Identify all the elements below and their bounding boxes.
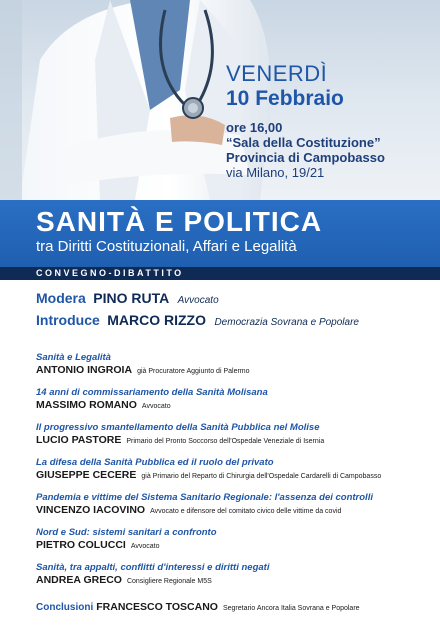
program-list (36, 352, 436, 615)
event-type-label: CONVEGNO-DIBATTITO (36, 268, 184, 278)
event-venue: “Sala della Costituzione” (226, 135, 381, 150)
role-person: PINO RUTA (93, 290, 170, 306)
speaker-name: LUCIO PASTORE (36, 434, 122, 446)
role-label: Introduce (36, 312, 100, 328)
talk-topic: Pandemia e vittime del Sistema Sanitario Regionale: l'assenza dei controlli (36, 492, 373, 503)
program-item (36, 457, 436, 483)
event-weekday: VENERDÌ (226, 61, 328, 86)
talk-topic: Nord e Sud: sistemi sanitari a confronto (36, 527, 217, 538)
speaker-name: GIUSEPPE CECERE (36, 469, 137, 481)
event-organization: Provincia di Campobasso (226, 150, 385, 165)
speaker-note: Avvocato (130, 543, 160, 550)
program-item (36, 492, 436, 518)
role-note: Avvocato (177, 295, 219, 306)
talk-topic: Il progressivo smantellamento della Sanità Pubblica nel Molise (36, 422, 320, 433)
speaker-note: Consigliere Regionale M5S (126, 578, 212, 585)
role-moderator (36, 290, 436, 312)
speaker-note: Avvocato (141, 403, 171, 410)
role-note: Democrazia Sovrana e Popolare (214, 317, 359, 328)
speaker-name: ANDREA GRECO (36, 574, 122, 586)
role-person: MARCO RIZZO (107, 312, 206, 328)
closing-note: Segretario Ancora Italia Sovrana e Popolare (222, 605, 360, 612)
event-date: 10 Febbraio (226, 87, 344, 110)
talk-topic: La difesa della Sanità Pubblica ed il ruolo del privato (36, 457, 274, 468)
title-banner (0, 200, 440, 267)
event-type-strip (0, 267, 440, 280)
speaker-note: Avvocato e difensore del comitato civico delle vittime da covid (150, 508, 342, 515)
closing-item (36, 597, 436, 615)
role-introducer (36, 312, 436, 334)
talk-topic: Sanità, tra appalti, conflitti d'interessi e diritti negati (36, 562, 270, 573)
event-time: ore 16,00 (226, 120, 283, 135)
speaker-name: PIETRO COLUCCI (36, 539, 126, 551)
event-info (226, 62, 426, 181)
speaker-note: già Procuratore Aggiunto di Palermo (137, 368, 250, 375)
event-address: via Milano, 19/21 (226, 165, 325, 180)
closing-speaker: FRANCESCO TOSCANO (96, 601, 218, 613)
speaker-note: già Primario del Reparto di Chirurgia dell'Ospedale Cardarelli di Campobasso (141, 473, 382, 480)
page-title: SANITÀ E POLITICA (36, 206, 323, 237)
program-item (36, 352, 436, 378)
program-item (36, 422, 436, 448)
program-item (36, 527, 436, 553)
page-subtitle: tra Diritti Costituzionali, Affari e Legalità (36, 238, 297, 255)
speaker-name: ANTONIO INGROIA (36, 364, 133, 376)
talk-topic: 14 anni di commissariamento della Sanità Molisana (36, 387, 268, 398)
role-label: Modera (36, 290, 86, 306)
speaker-name: VINCENZO IACOVINO (36, 504, 146, 516)
program-item (36, 387, 436, 413)
closing-label: Conclusioni (36, 602, 94, 613)
speaker-name: MASSIMO ROMANO (36, 399, 137, 411)
program-item (36, 562, 436, 588)
roles-section (36, 290, 436, 334)
talk-topic: Sanità e Legalità (36, 352, 111, 363)
hero-photo (0, 0, 440, 200)
speaker-note: Primario del Pronto Soccorso dell'Ospedale Veneziale di Isernia (126, 438, 325, 445)
